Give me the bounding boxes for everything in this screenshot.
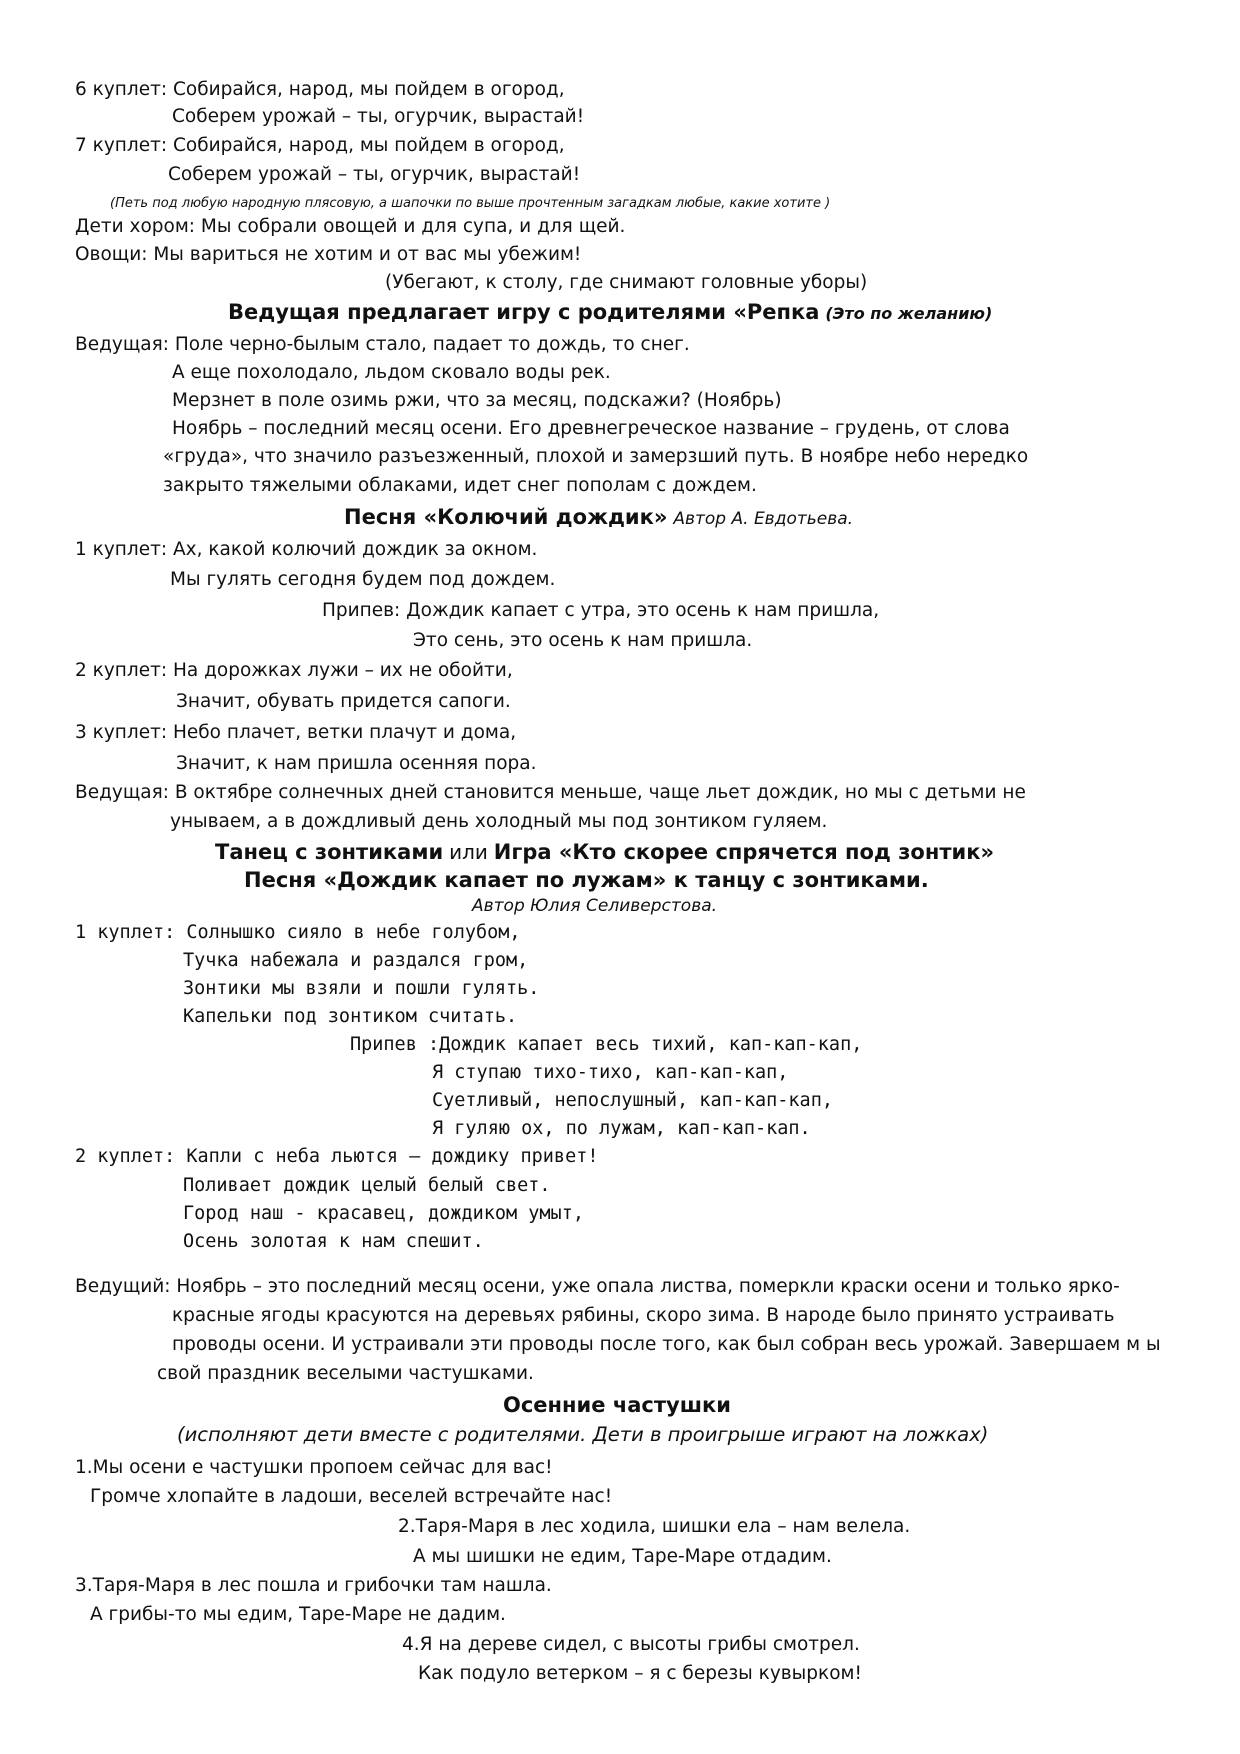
chastushka-1-line-2: Громче хлопайте в ладоши, веселей встречайте нас! bbox=[90, 1486, 613, 1507]
november-line-1: Ноябрь – последний месяц осени. Его древнегреческое название – грудень, от слова bbox=[172, 418, 1010, 439]
chastushka-2-line-2: А мы шишки не едим, Таре-Маре отдадим. bbox=[413, 1546, 832, 1567]
verse-7-line-2: Соберем урожай – ты, огурчик, вырастай! bbox=[168, 164, 581, 185]
song1-verse-1: 1 куплет: Ах, какой колючий дождик за окном. bbox=[75, 539, 538, 560]
song1-verse-3: 3 куплет: Небо плачет, ветки плачут и дома, bbox=[75, 722, 517, 743]
song1-verse-2: 2 куплет: На дорожках лужи – их не обойти, bbox=[75, 660, 513, 681]
heading-prickly-rain-title: Песня «Колючий дождик» bbox=[344, 505, 668, 529]
chastushka-2-line-1: 2.Таря-Маря в лес ходила, шишки ела – нам велела. bbox=[398, 1516, 911, 1537]
host-october-line-1: Ведущая: В октябре солнечных дней становится меньше, чаще льет дождик, но мы с детьми не bbox=[75, 782, 1026, 803]
stage-direction: (Убегают, к столу, где снимают головные уборы) bbox=[385, 272, 868, 293]
chastushka-4-line-2: Как подуло ветерком – я с березы кувырком! bbox=[418, 1663, 862, 1684]
heading-umbrella-or: или bbox=[449, 840, 488, 864]
stage-note: (Петь под любую народную плясовую, а шапочки по выше прочтенным загадкам любые, какие хотите ) bbox=[110, 196, 831, 211]
chastushka-4-line-1: 4.Я на дереве сидел, с высоты грибы смотрел. bbox=[402, 1634, 860, 1655]
song1-verse-2-line-2: Значит, обувать придется сапоги. bbox=[176, 691, 511, 712]
host-line: Ведущая: Поле черно-былым стало, падает то дождь, то снег. bbox=[75, 334, 690, 355]
verse-7-line-1: 7 куплет: Собирайся, народ, мы пойдем в огород, bbox=[75, 135, 565, 156]
heading-rain-puddles-author: Автор Юлия Селиверстова. bbox=[472, 896, 718, 916]
host-farewell-line-4: свой праздник веселыми частушками. bbox=[157, 1363, 534, 1384]
song2-verse-2-line-3: Город наш - красавец, дождиком умыт, bbox=[183, 1203, 584, 1224]
song1-verse-3-line-2: Значит, к нам пришла осенняя пора. bbox=[176, 753, 537, 774]
song2-verse-1-line-2: Тучка набежала и раздался гром, bbox=[183, 950, 529, 971]
song1-chorus-1: Припев: Дождик капает с утра, это осень к нам пришла, bbox=[322, 600, 880, 621]
chastushka-3-line-1: 3.Таря-Маря в лес пошла и грибочки там нашла. bbox=[75, 1575, 552, 1596]
heading-prickly-rain-author: Автор А. Евдотьева. bbox=[673, 509, 854, 529]
heading-umbrella-dance bbox=[215, 840, 994, 866]
heading-rain-puddles: Песня «Дождик капает по лужам» к танцу с зонтиками. bbox=[244, 868, 929, 892]
heading-umbrella-game: Игра «Кто скорее спрячется под зонтик» bbox=[493, 840, 995, 864]
heading-chastushki: Осенние частушки bbox=[503, 1393, 731, 1417]
verse-6-line-1: 6 куплет: Собирайся, народ, мы пойдем в огород, bbox=[75, 79, 565, 100]
vegetables-line: Овощи: Мы вариться не хотим и от вас мы убежим! bbox=[75, 244, 582, 265]
song2-verse-2-line-2: Поливает дождик целый белый свет. bbox=[183, 1175, 551, 1196]
november-line-3: закрыто тяжелыми облаками, идет снег пополам с дождем. bbox=[163, 475, 757, 496]
song2-verse-2: 2 куплет: Капли с неба льются – дождику привет! bbox=[75, 1146, 599, 1167]
chastushka-3-line-2: А грибы-то мы едим, Таре-Маре не дадим. bbox=[90, 1604, 506, 1625]
heading-umbrella-dance-title: Танец с зонтиками bbox=[215, 840, 444, 864]
song2-verse-1-line-4: Капельки под зонтиком считать. bbox=[183, 1006, 518, 1027]
heading-repka bbox=[228, 300, 992, 326]
heading-repka-title: Ведущая предлагает игру с родителями «Репка bbox=[228, 300, 820, 324]
verse-6-line-2: Соберем урожай – ты, огурчик, вырастай! bbox=[172, 106, 585, 127]
song2-verse-1: 1 куплет: Солнышко сияло в небе голубом, bbox=[75, 922, 521, 943]
chastushka-1-line-1: 1.Мы осени е частушки пропоем сейчас для вас! bbox=[75, 1457, 553, 1478]
heading-prickly-rain bbox=[344, 505, 853, 531]
song2-verse-1-line-3: Зонтики мы взяли и пошли гулять. bbox=[183, 978, 540, 999]
song1-verse-1-line-2: Мы гулять сегодня будем под дождем. bbox=[170, 569, 556, 590]
host-farewell-line-3: проводы осени. И устраивали эти проводы после того, как был собран весь урожай. Завершаем м ы bbox=[172, 1334, 1161, 1355]
children-line: Дети хором: Мы собрали овощей и для супа, и для щей. bbox=[75, 216, 626, 237]
host-farewell-line-2: красные ягоды красуются на деревьях рябины, скоро зима. В народе было принято устраивать bbox=[172, 1305, 1115, 1326]
song2-verse-2-line-4: Осень золотая к нам спешит. bbox=[183, 1231, 484, 1252]
november-line-2: «груда», что значило разъезженный, плохой и замерзший путь. В ноябре небо нередко bbox=[163, 446, 1029, 467]
riddle-line-2: А еще похолодало, льдом сковало воды рек. bbox=[172, 362, 611, 383]
song2-chorus-2: Я ступаю тихо-тихо, кап-кап-кап, bbox=[432, 1062, 789, 1083]
host-farewell-line-1: Ведущий: Ноябрь – это последний месяц осени, уже опала листва, померкли краски осени и только ярко- bbox=[75, 1276, 1120, 1297]
song2-chorus-4: Я гуляю ох, по лужам, кап-кап-кап. bbox=[432, 1118, 811, 1139]
song2-chorus-3: Суетливый, непослушный, кап-кап-кап, bbox=[432, 1090, 833, 1111]
heading-repka-note: (Это по желанию) bbox=[825, 304, 993, 323]
heading-chastushki-note: (исполняют дети вместе с родителями. Дети в проигрыше играют на ложках) bbox=[177, 1423, 989, 1446]
riddle-line-3: Мерзнет в поле озимь ржи, что за месяц, подскажи? (Ноябрь) bbox=[172, 390, 782, 411]
song2-chorus-1: Припев :Дождик капает весь тихий, кап-кап-кап, bbox=[350, 1034, 863, 1055]
song1-chorus-2: Это сень, это осень к нам пришла. bbox=[413, 630, 753, 651]
host-october-line-2: унываем, а в дождливый день холодный мы под зонтиком гуляем. bbox=[170, 811, 828, 832]
